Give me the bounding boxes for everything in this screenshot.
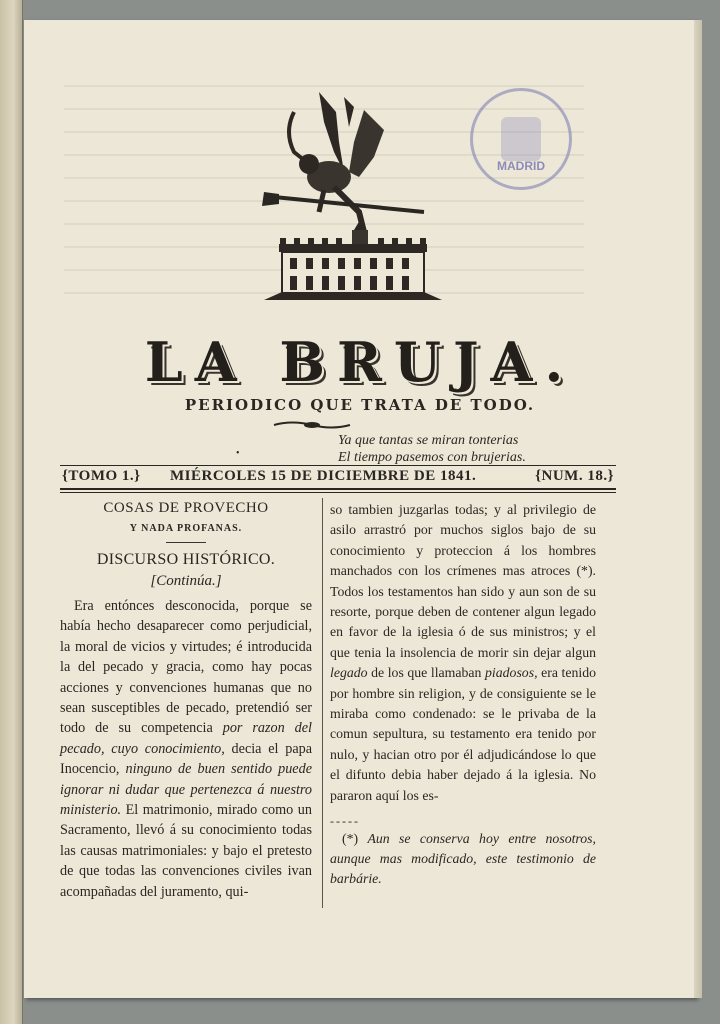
- motto: [338, 432, 598, 466]
- text-run: decia el papa Inocencio,: [60, 740, 313, 778]
- newspaper-subtitle: PERIODICO QUE TRATA DE TODO.: [184, 396, 536, 414]
- ornament-flourish: [272, 418, 352, 432]
- article-paragraph-continued: [330, 500, 596, 806]
- motto-line-1: Ya que tantas se miran tonterias: [338, 433, 519, 448]
- column-divider: [322, 498, 323, 908]
- dateline-bottom-rule: [60, 488, 616, 490]
- page-stack-edge: [694, 20, 702, 998]
- footnote-text: Aun se conserva hoy entre nosotros, aunque mas modificado, este testimonio de barbárie.: [330, 831, 596, 887]
- issue-number: {NUM. 18.}: [535, 468, 614, 484]
- italic-run: por razon del pecado, cuyo conocimiento,: [60, 720, 312, 757]
- text-run: El matrimonio, mirado como un Sacramento, llevó á su conocimiento todas las causas matrimoniales: y bajo el pretesto de que todas las convenciones civiles ivan acompañadas del juramento, qui-: [60, 802, 312, 900]
- volume-text: TOMO 1.: [68, 468, 135, 484]
- section-subtitle: Y NADA PROFANAS.: [129, 523, 243, 534]
- dateline: [60, 468, 616, 488]
- newspaper-page: [24, 20, 696, 998]
- text-run: de los que llamaban: [367, 665, 486, 681]
- library-stamp: [470, 88, 572, 190]
- article-title: DISCURSO HISTÓRICO.: [96, 551, 276, 568]
- footnote-marker: (*): [342, 831, 368, 847]
- issue-date: MIÉRCOLES 15 DE DICIEMBRE DE 1841.: [170, 468, 477, 484]
- decorative-dot: •: [236, 448, 240, 459]
- adjacent-page-edge: [0, 0, 23, 1024]
- italic-run: legado: [330, 665, 368, 681]
- stamp-crest-icon: [501, 117, 541, 161]
- footnote: [330, 829, 596, 889]
- motto-line-2: El tiempo pasemos con brujerias.: [338, 450, 526, 465]
- column-right: [330, 500, 596, 889]
- text-run: Era entónces desconocida, porque se había hecho desaparecer como perjudicial, la moral de vicios y virtudes; é introducida la del pecado y gracia, como hay pocas acciones y convenciones humanas que no sean susceptibles de pecado, pretendió ser todo de su competencia: [60, 598, 312, 737]
- witch-engraving-illustration: [224, 82, 444, 312]
- stamp-text: MADRID: [497, 159, 545, 173]
- italic-quote: ninguno de buen sentido puede ignorar ni dudar que pertenezca á nuestro ministerio.: [60, 761, 312, 819]
- article-continued: [Continúa.]: [150, 573, 222, 589]
- dateline-top-rule: [60, 465, 616, 466]
- section-rule: [166, 542, 206, 543]
- column-left: [60, 500, 312, 902]
- article-paragraph: [60, 596, 312, 902]
- text-run: era tenido por hombre sin religion, y de consiguiente se le miraba como condenado: se le privaba de la comun sepultura, su testamento era tenido por nulo, y hacian otro por él adjudicándose lo que el difunto debia haber dejado á la iglesia. No pararon aquí los es-: [330, 665, 596, 803]
- newspaper-title: LA BRUJA.: [144, 330, 576, 394]
- section-title: COSAS DE PROVECHO: [103, 500, 269, 516]
- dateline-bottom-rule-thin: [60, 492, 616, 493]
- footnote-rule: -----: [330, 814, 360, 829]
- issue-number-text: NUM. 18.: [541, 468, 608, 484]
- volume-label: {TOMO 1.}: [62, 468, 141, 484]
- text-run: so tambien juzgarlas todas; y al privilegio de asilo arrastró por muchos siglos bajo de su conocimiento y proteccion á los hombres manchados con los crímenes mas atroces (*). Todos los testamentos han sido y aun son de su resorte, porque deben de contener algun legado en favor de la iglesia ó de sus ministros; y el que tenia la insolencia de morir sin dejar algun: [330, 502, 596, 660]
- italic-run: piadosos,: [485, 665, 538, 681]
